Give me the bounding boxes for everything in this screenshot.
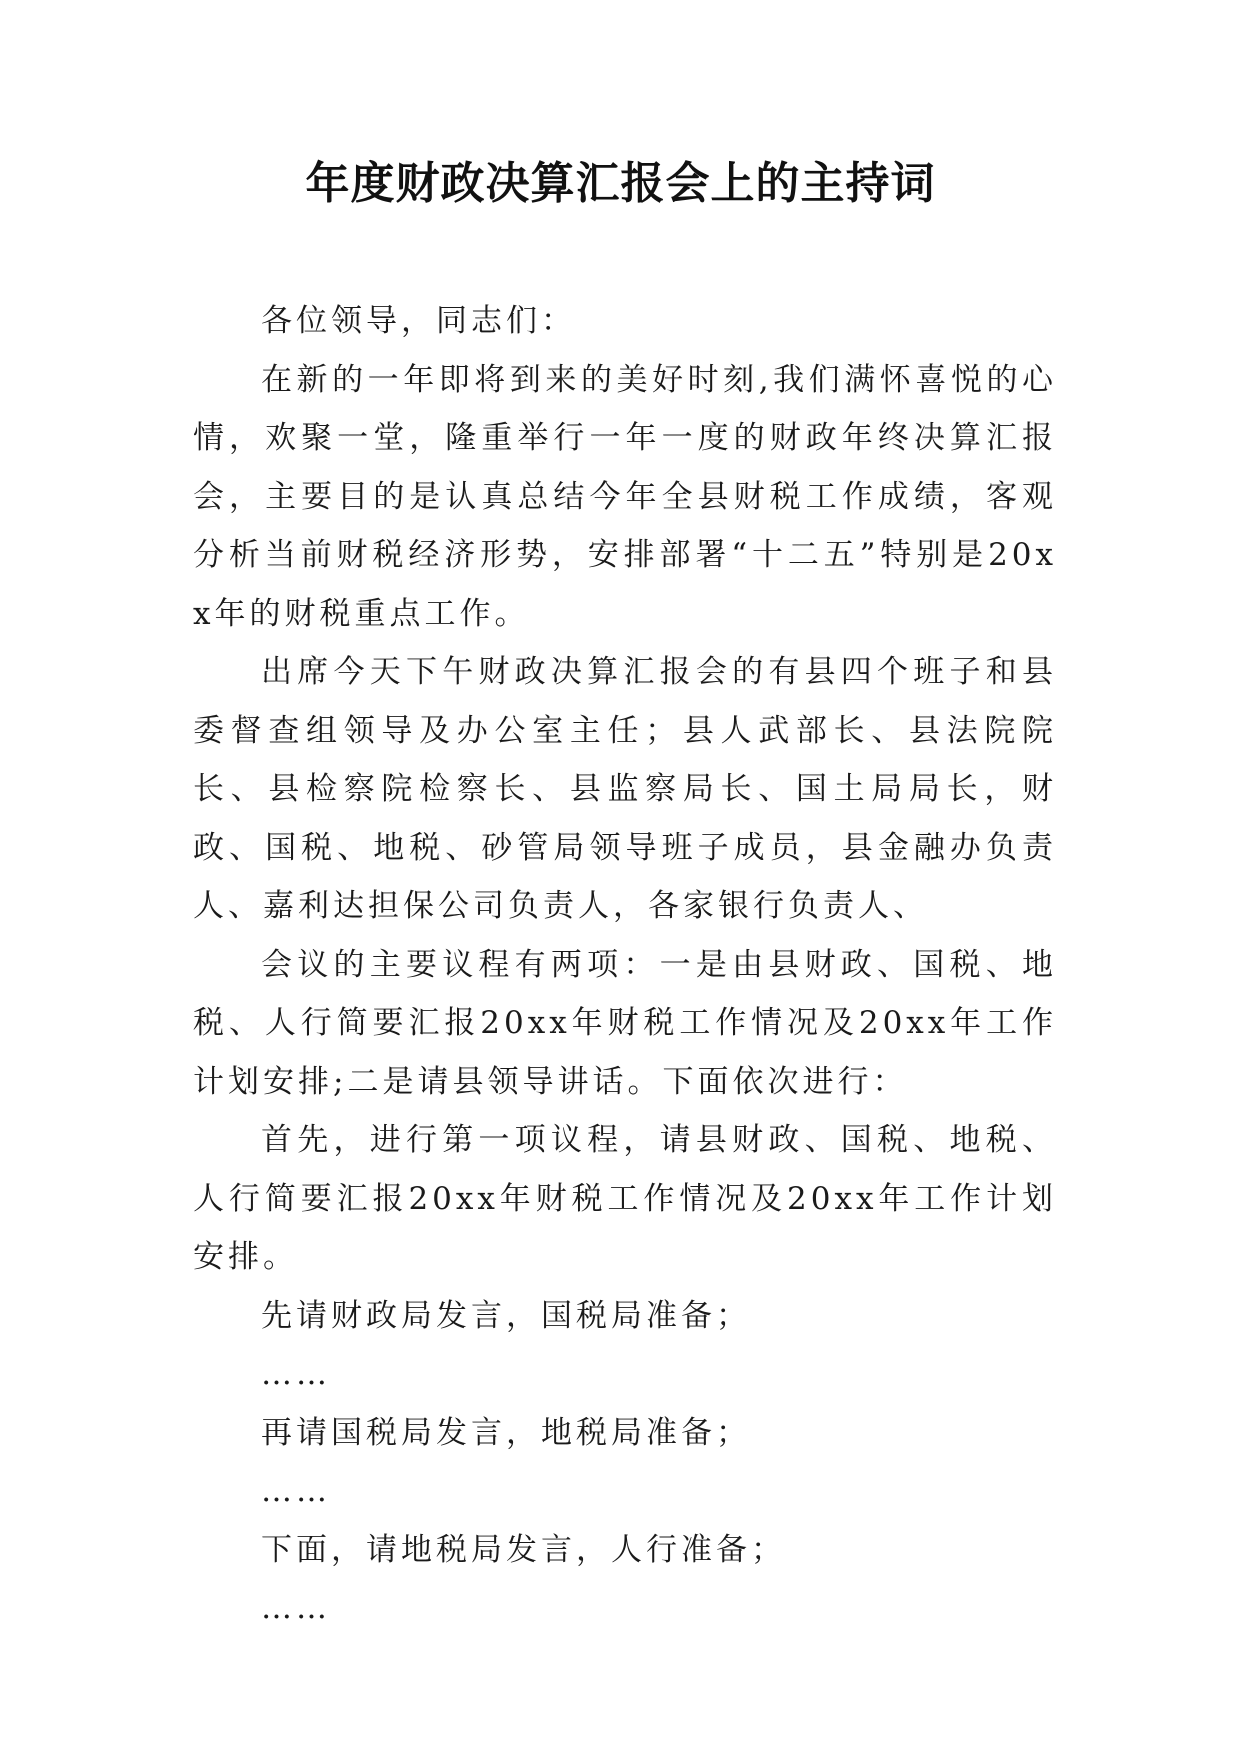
paragraph-agenda: 会议的主要议程有两项：一是由县财政、国税、地税、人行简要汇报20xx年财税工作情况及20xx年工作计划安排;二是请县领导讲话。下面依次进行： <box>193 946 1057 1100</box>
paragraph-local-tax-speaks: 下面，请地税局发言，人行准备； <box>261 1531 786 1568</box>
document-title: 年度财政决算汇报会上的主持词 <box>305 158 936 209</box>
paragraph-ellipsis-1: …… <box>261 1356 331 1392</box>
paragraph-finance-speaks: 先请财政局发言，国税局准备； <box>261 1297 751 1334</box>
paragraph-ellipsis-3: …… <box>261 1590 331 1626</box>
paragraph-national-tax-speaks: 再请国税局发言，地税局准备； <box>261 1414 751 1451</box>
paragraph-first-item: 首先，进行第一项议程，请县财政、国税、地税、人行简要汇报20xx年财税工作情况及20xx年工作计划安排。 <box>193 1122 1057 1275</box>
paragraph-opening: 在新的一年即将到来的美好时刻,我们满怀喜悦的心情，欢聚一堂，隆重举行一年一度的财政年终决算汇报会，主要目的是认真总结今年全县财税工作成绩，客观分析当前财税经济形势，安排部署“十二五”特别是20xx年的财税重点工作。 <box>193 361 1057 632</box>
paragraph-attendees: 出席今天下午财政决算汇报会的有县四个班子和县委督查组领导及办公室主任；县人武部长、县法院院长、县检察院检察长、县监察局长、国土局局长，财政、国税、地税、砂管局领导班子成员，县金融办负责人、嘉利达担保公司负责人，各家银行负责人、 <box>193 654 1057 924</box>
document-body <box>193 292 1057 1638</box>
paragraph-ellipsis-2: …… <box>261 1473 331 1509</box>
paragraph-greeting: 各位领导，同志们： <box>261 303 576 339</box>
